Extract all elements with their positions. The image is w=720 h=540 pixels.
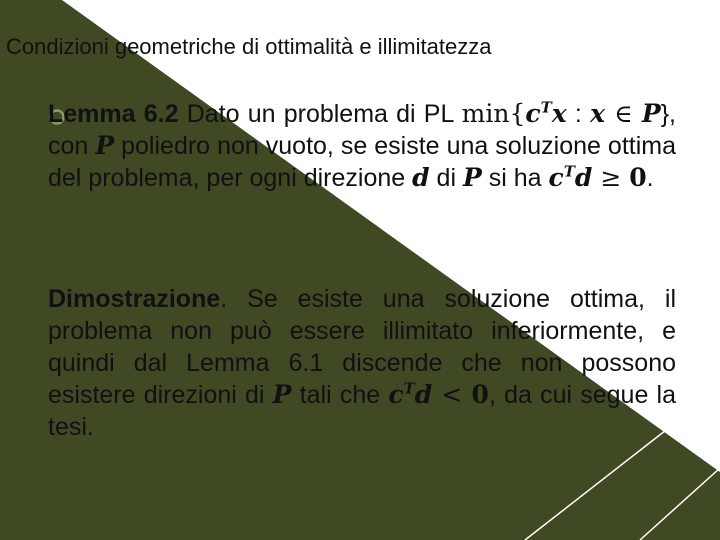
math-transpose: T: [563, 162, 575, 181]
math-P: P: [272, 380, 292, 409]
math-c: c: [548, 163, 564, 192]
math-d: d: [414, 380, 433, 409]
math-lt: <: [432, 380, 472, 409]
lemma-text: di: [429, 164, 463, 192]
proof-paragraph: [48, 283, 676, 443]
math-c: c: [525, 99, 541, 128]
math-P: P: [95, 131, 115, 160]
lemma-text: poliedro non vuoto, se esiste una soluzione ottima del problema, per ogni direzione: [48, 132, 676, 192]
math-in: ∈: [604, 99, 642, 128]
math-P: P: [641, 99, 661, 128]
math-min: min{: [461, 99, 526, 128]
proof-text: . Se esiste una soluzione ottima, il problema non può essere illimitato inferiormente, e quindi dal Lemma 6.1 discende che non possono esistere direzioni di: [48, 285, 676, 409]
math-zero: 0: [471, 380, 489, 409]
lemma-text: si ha: [481, 164, 549, 192]
math-geq: ≥: [592, 163, 630, 192]
lemma-text: Dato un problema di PL: [178, 100, 462, 128]
math-P: P: [462, 163, 482, 192]
math-zero: 0: [629, 163, 647, 192]
lemma-label: Lemma 6.2: [48, 100, 179, 128]
math-x: x: [590, 99, 605, 128]
lemma-paragraph: [48, 98, 676, 194]
proof-text: , da cui segue la tesi.: [48, 381, 676, 441]
math-x: x: [551, 99, 567, 128]
math-transpose: T: [540, 98, 552, 117]
slide-title: Condizioni geometriche di ottimalità e illimitatezza: [6, 34, 492, 59]
math-d: d: [412, 163, 430, 192]
proof-text: tali che: [291, 381, 389, 409]
proof-label: Dimostrazione: [48, 285, 221, 313]
math-c: c: [388, 380, 404, 409]
lemma-text: :: [566, 100, 582, 128]
math-transpose: T: [403, 379, 415, 398]
lemma-text: }, con: [48, 100, 676, 160]
lemma-text: .: [646, 164, 654, 192]
math-d: d: [574, 163, 593, 192]
